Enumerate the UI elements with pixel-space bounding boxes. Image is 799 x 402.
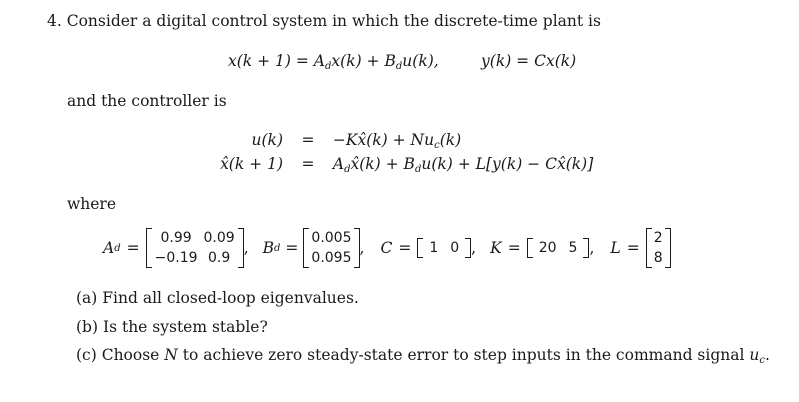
problem-intro: Consider a digital control system in which the discrete-time plant is	[66, 12, 601, 30]
matrix-definitions	[103, 228, 671, 268]
part-b: (b) Is the system stable?	[76, 318, 268, 336]
controller-intro: and the controller is	[67, 92, 227, 110]
part-a: (a) Find all closed-loop eigenvalues.	[76, 289, 359, 307]
controller-eq-1: u(k) = −Kx̂(k) + $Nu_c(k)$	[251, 131, 462, 151]
matrix-c: C = 1 0 ,	[380, 239, 477, 257]
problem-statement	[47, 12, 601, 30]
plant-state-equation: $x(k + 1) = A_dx(k) + B_du(k)$,	[228, 52, 439, 72]
plant-output-equation: y(k) = Cx(k)	[481, 52, 577, 70]
controller-eq-2: x̂(k + $1) = A_dx̂(k) + B_du(k) + L[y(k)$ − Cx̂(k)]	[220, 155, 594, 175]
problem-number: 4.	[47, 12, 62, 30]
matrix-bd: B d = 0.005 0.095 ,	[262, 230, 365, 266]
part-c: (c) Choose N to achieve zero steady-state error to step inputs in the command signal $u_c$.	[76, 346, 770, 366]
matrix-ad: A d = 0.99 0.09 −0.19 0.9 ,	[103, 230, 249, 266]
where-label: where	[67, 195, 117, 213]
matrix-k: K = 20 5 ,	[490, 239, 595, 257]
matrix-l: L = 2 8	[610, 228, 670, 268]
